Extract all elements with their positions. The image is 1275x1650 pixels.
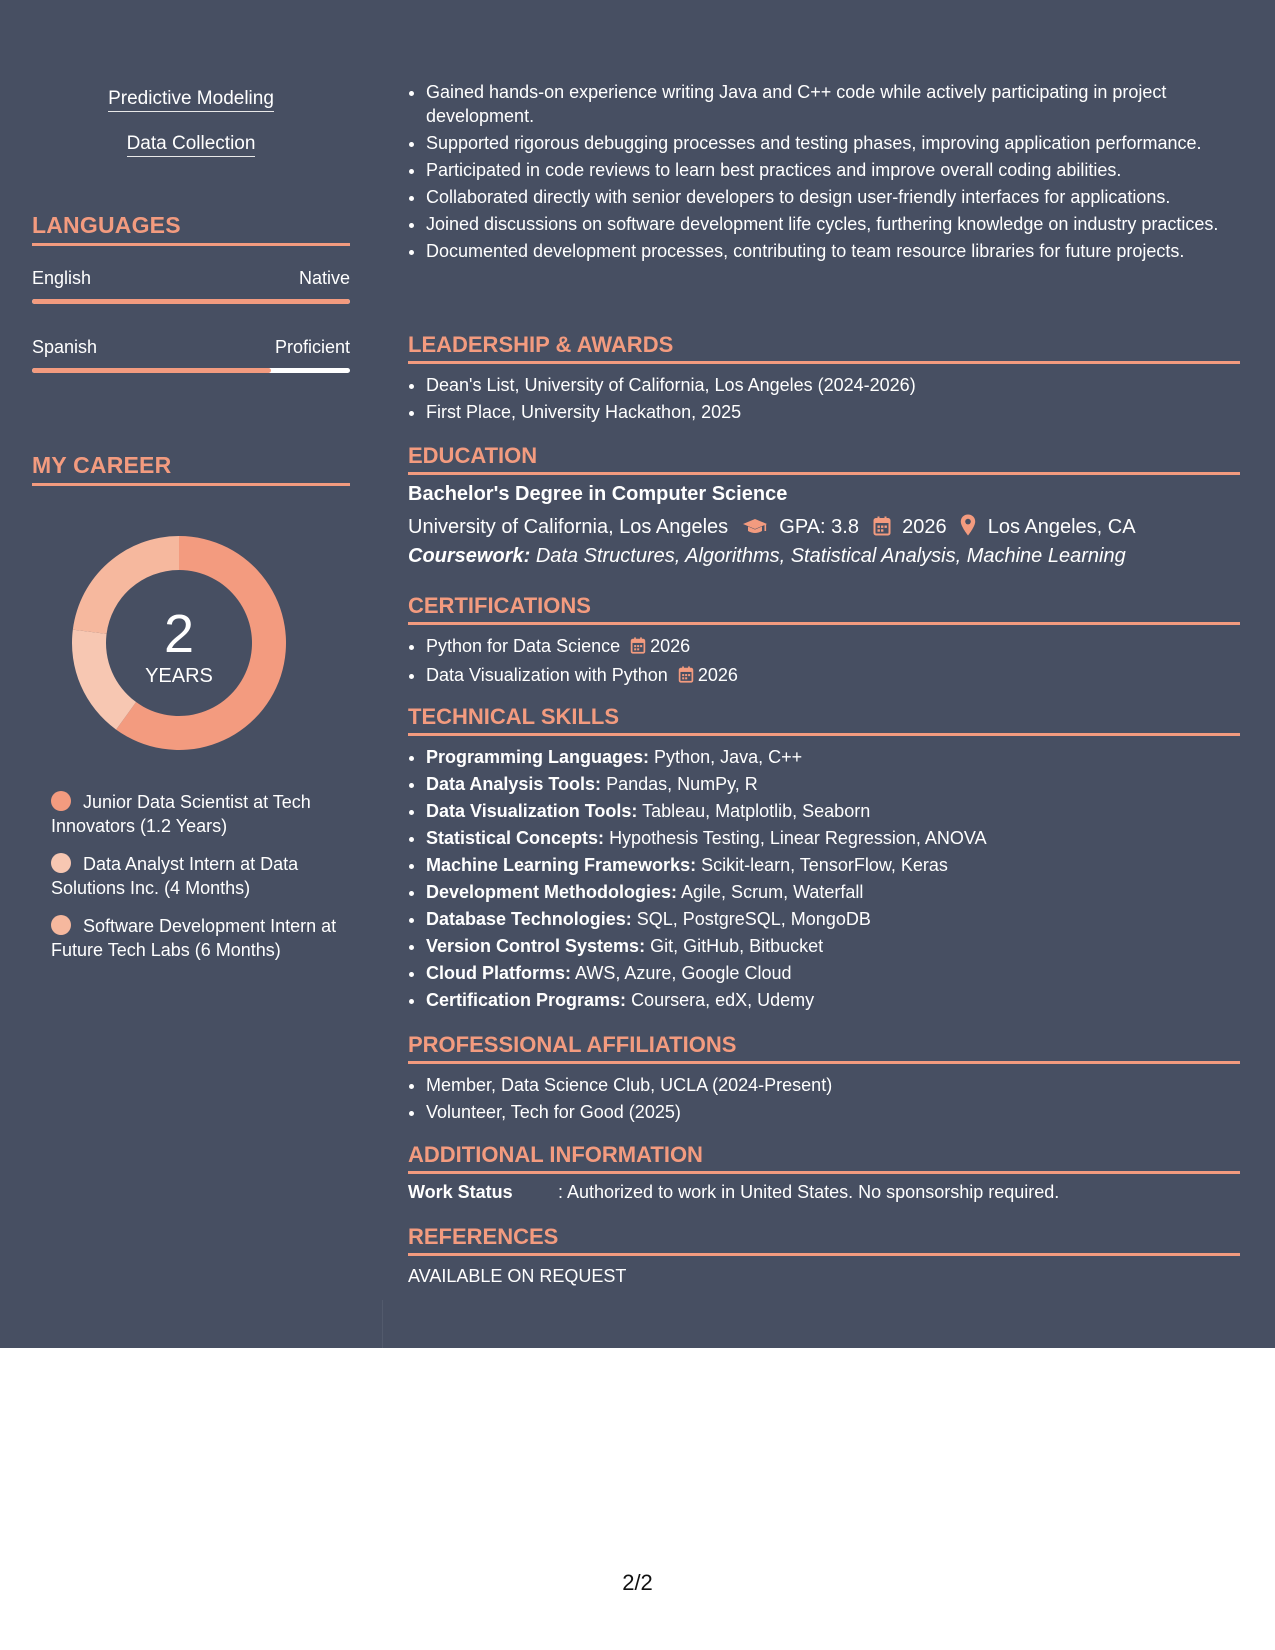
coursework-list: Data Structures, Algorithms, Statistical Analysis, Machine Learning <box>535 545 1126 567</box>
list-item: • Participated in code reviews to learn best practices and improve overall coding abilities. <box>426 158 1258 182</box>
calendar-icon <box>678 665 694 689</box>
references-heading: REFERENCES <box>408 1224 1240 1256</box>
certification-year: 2026 <box>697 665 738 685</box>
calendar-icon <box>630 636 646 660</box>
skill-value: Git, GitHub, Bitbucket <box>650 936 824 956</box>
skill-label: Development Methodologies: <box>426 882 678 902</box>
list-item <box>426 772 1258 796</box>
career-years-unit: YEARS <box>145 665 213 687</box>
certification-year: 2026 <box>650 636 691 656</box>
list-item: • Member, Data Science Club, UCLA (2024-Present) <box>426 1073 1258 1097</box>
skill-value: Tableau, Matplotlib, Seaborn <box>642 801 871 821</box>
skill-value: AWS, Azure, Google Cloud <box>575 963 792 983</box>
references-text: AVAILABLE ON REQUEST <box>408 1266 627 1286</box>
skill-value: Coursera, edX, Udemy <box>631 990 815 1010</box>
certification-name: Data Visualization with Python <box>426 665 668 685</box>
legend-dot-icon <box>51 853 71 873</box>
list-item <box>426 663 1258 689</box>
skill-value: Pandas, NumPy, R <box>606 774 758 794</box>
list-item: • Joined discussions on software development life cycles, furthering knowledge on industry practices. <box>426 212 1258 236</box>
list-item <box>426 934 1258 958</box>
language-proficiency-fill <box>32 368 271 373</box>
skill-value: Hypothesis Testing, Linear Regression, ANOVA <box>609 828 987 848</box>
list-item <box>426 988 1258 1012</box>
list-item <box>426 799 1258 823</box>
list-item <box>426 880 1258 904</box>
work-status-value: : Authorized to work in United States. No sponsorship required. <box>558 1182 1060 1202</box>
affiliations-heading: PROFESSIONAL AFFILIATIONS <box>408 1032 1240 1064</box>
skill-value: SQL, PostgreSQL, MongoDB <box>636 909 871 929</box>
leadership-heading: LEADERSHIP & AWARDS <box>408 332 1240 364</box>
language-level: Native <box>298 268 350 288</box>
school-location: Los Angeles, CA <box>987 516 1136 538</box>
list-item: • Collaborated directly with senior developers to design user-friendly interfaces for applications. <box>426 185 1258 209</box>
column-divider <box>382 1300 383 1348</box>
language-proficiency-fill <box>32 299 350 304</box>
school-name: University of California, Los Angeles <box>408 516 729 538</box>
career-legend-item <box>51 790 341 838</box>
languages-heading: LANGUAGES <box>32 212 350 246</box>
list-item <box>426 826 1258 850</box>
technical-skills-heading: TECHNICAL SKILLS <box>408 704 1240 736</box>
language-name: Spanish <box>32 337 98 357</box>
sidebar <box>0 0 383 1348</box>
list-item: • Documented development processes, contributing to team resource libraries for future projects. <box>426 239 1258 263</box>
skill-label: Certification Programs: <box>426 990 627 1010</box>
career-legend-item <box>51 914 341 962</box>
legend-dot-icon <box>51 791 71 811</box>
skill-label: Version Control Systems: <box>426 936 646 956</box>
skill-label: Database Technologies: <box>426 909 632 929</box>
language-name: English <box>32 268 92 288</box>
education-details <box>408 514 1136 542</box>
education-heading: EDUCATION <box>408 443 1240 475</box>
degree-title: Bachelor's Degree in Computer Science <box>408 483 788 505</box>
list-item <box>426 961 1258 985</box>
strength-item: Predictive Modeling <box>32 88 350 110</box>
legend-dot-icon <box>51 915 71 935</box>
list-item <box>426 907 1258 931</box>
affiliations-list <box>408 1073 1258 1127</box>
skill-label: Machine Learning Frameworks: <box>426 855 697 875</box>
leadership-list <box>408 373 1258 427</box>
page-number: 2/2 <box>622 1570 653 1595</box>
career-years-value: 2 <box>163 604 195 664</box>
additional-info-heading: ADDITIONAL INFORMATION <box>408 1142 1240 1174</box>
skill-label: Statistical Concepts: <box>426 828 605 848</box>
coursework <box>408 545 1126 568</box>
list-item: • Volunteer, Tech for Good (2025) <box>426 1100 1258 1124</box>
career-legend-text: Software Development Intern at Future Tech Labs (6 Months) <box>51 916 337 960</box>
skill-label: Data Analysis Tools: <box>426 774 602 794</box>
career-legend-text: Data Analyst Intern at Data Solutions Inc. (4 Months) <box>51 854 299 898</box>
list-item <box>426 853 1258 877</box>
language-proficiency-bar <box>32 368 350 373</box>
list-item: • First Place, University Hackathon, 2025 <box>426 400 1258 424</box>
list-item: • Supported rigorous debugging processes and testing phases, improving application performance. <box>426 131 1258 155</box>
skill-value: Agile, Scrum, Waterfall <box>681 882 864 902</box>
work-status-label: Work Status <box>408 1182 513 1202</box>
strength-item: Data Collection <box>32 133 350 155</box>
calendar-icon <box>873 516 891 542</box>
technical-skills-list <box>408 745 1258 1015</box>
graduation-year: 2026 <box>902 516 947 538</box>
skill-value: Scikit-learn, TensorFlow, Keras <box>701 855 948 875</box>
graduation-cap-icon <box>742 518 768 542</box>
career-legend-item <box>51 852 341 900</box>
experience-bullets <box>408 80 1258 266</box>
skill-label: Programming Languages: <box>426 747 650 767</box>
gpa: GPA: 3.8 <box>779 516 859 538</box>
list-item: • Gained hands-on experience writing Java and C++ code while actively participating in project development. <box>426 80 1258 128</box>
skill-value: Python, Java, C++ <box>654 747 803 767</box>
language-level: Proficient <box>274 337 350 357</box>
work-status <box>408 1182 1059 1203</box>
career-legend-text: Junior Data Scientist at Tech Innovators (1.2 Years) <box>51 792 311 836</box>
skill-label: Data Visualization Tools: <box>426 801 638 821</box>
list-item <box>426 634 1258 660</box>
certifications-list <box>408 634 1258 692</box>
certification-name: Python for Data Science <box>426 636 621 656</box>
location-pin-icon <box>960 514 976 542</box>
language-proficiency-bar <box>32 299 350 304</box>
career-heading: MY CAREER <box>32 452 350 486</box>
skill-label: Cloud Platforms: <box>426 963 572 983</box>
coursework-label: Coursework: <box>408 545 531 567</box>
career-total <box>66 530 292 756</box>
list-item: • Dean's List, University of California, Los Angeles (2024-2026) <box>426 373 1258 397</box>
list-item <box>426 745 1258 769</box>
certifications-heading: CERTIFICATIONS <box>408 593 1240 625</box>
